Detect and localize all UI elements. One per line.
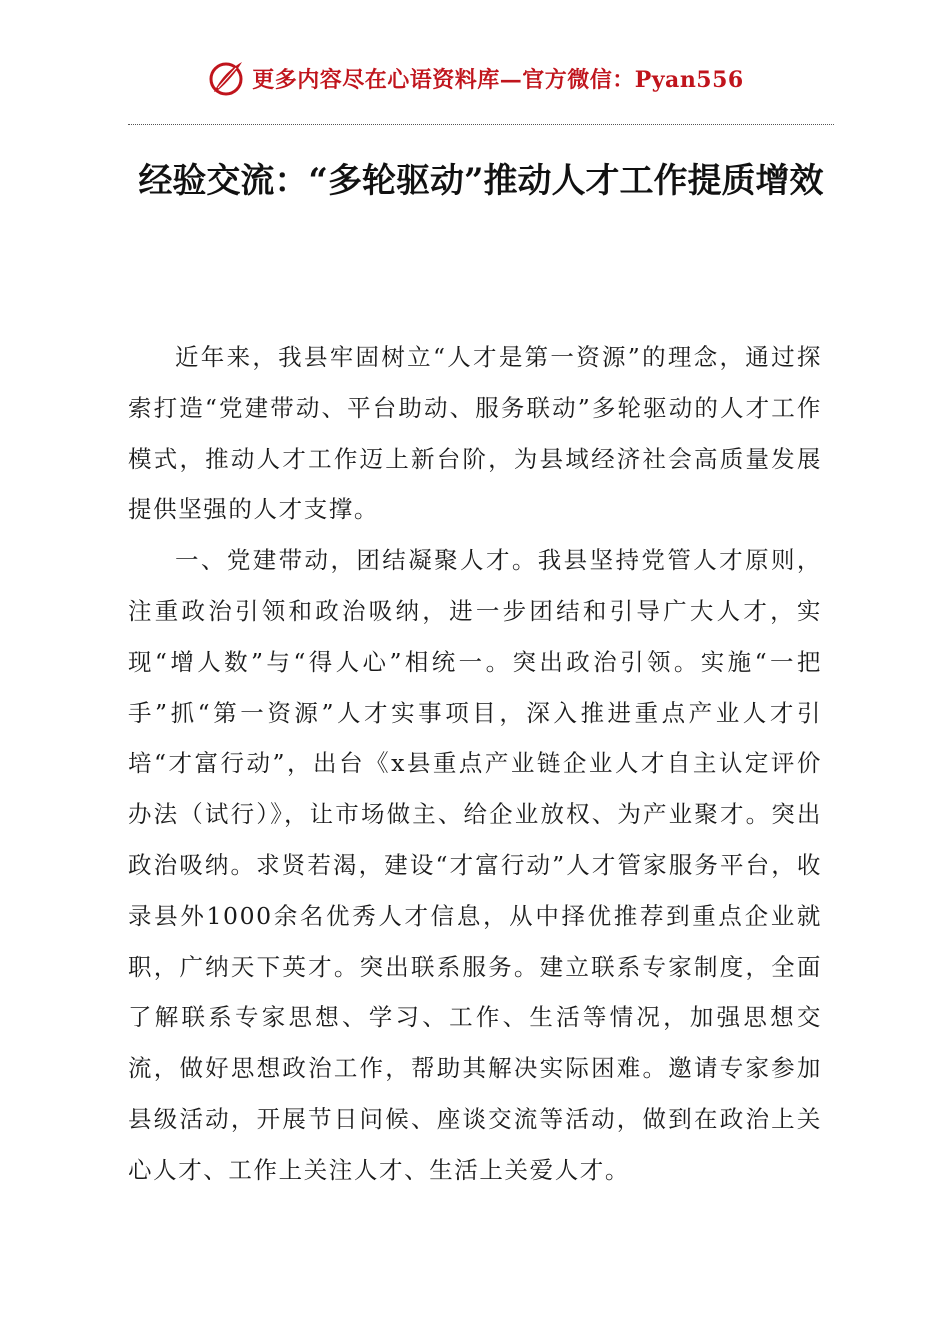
paragraph-intro: 近年来，我县牢固树立“人才是第一资源”的理念，通过探索打造“党建带动、平台助动、服务联动”多轮驱动的人才工作模式，推动人才工作迈上新台阶，为县域经济社会高质量发展提供坚强的人才支撑。 — [128, 343, 822, 524]
quill-pen-icon — [206, 58, 246, 98]
paragraph-section-1: 一、党建带动，团结凝聚人才。我县坚持党管人才原则，注重政治引领和政治吸纳，进一步团结和引导广大人才，实现“增人数”与“得人心”相统一。突出政治引领。实施“一把手”抓“第一资源”人才实事项目，深入推进重点产业人才引培“才富行动”，出台《x县重点产业链企业人才自主认定评价办法（试行）》，让市场做主、给企业放权、为产业聚才。突出政治吸纳。求贤若渴，建设“才富行动”人才管家服务平台，收录县外1000余名优秀人才信息，从中择优推荐到重点企业就职，广纳天下英才。突出联系服务。建立联系专家制度，全面了解联系专家思想、学习、工作、生活等情况，加强思想交流，做好思想政治工作，帮助其解决实际困难。邀请专家参加县级活动，开展节日问候、座谈交流等活动，做到在政治上关心人才、工作上关注人才、生活上关爱人才。 — [128, 546, 822, 1184]
document-body — [128, 332, 822, 1196]
document-title: 经验交流：“多轮驱动”推动人才工作提质增效 — [138, 161, 824, 201]
page-header — [0, 58, 950, 98]
header-divider — [128, 124, 834, 125]
header-text: 更多内容尽在心语资料库—官方微信：Pyan556 — [252, 66, 744, 93]
